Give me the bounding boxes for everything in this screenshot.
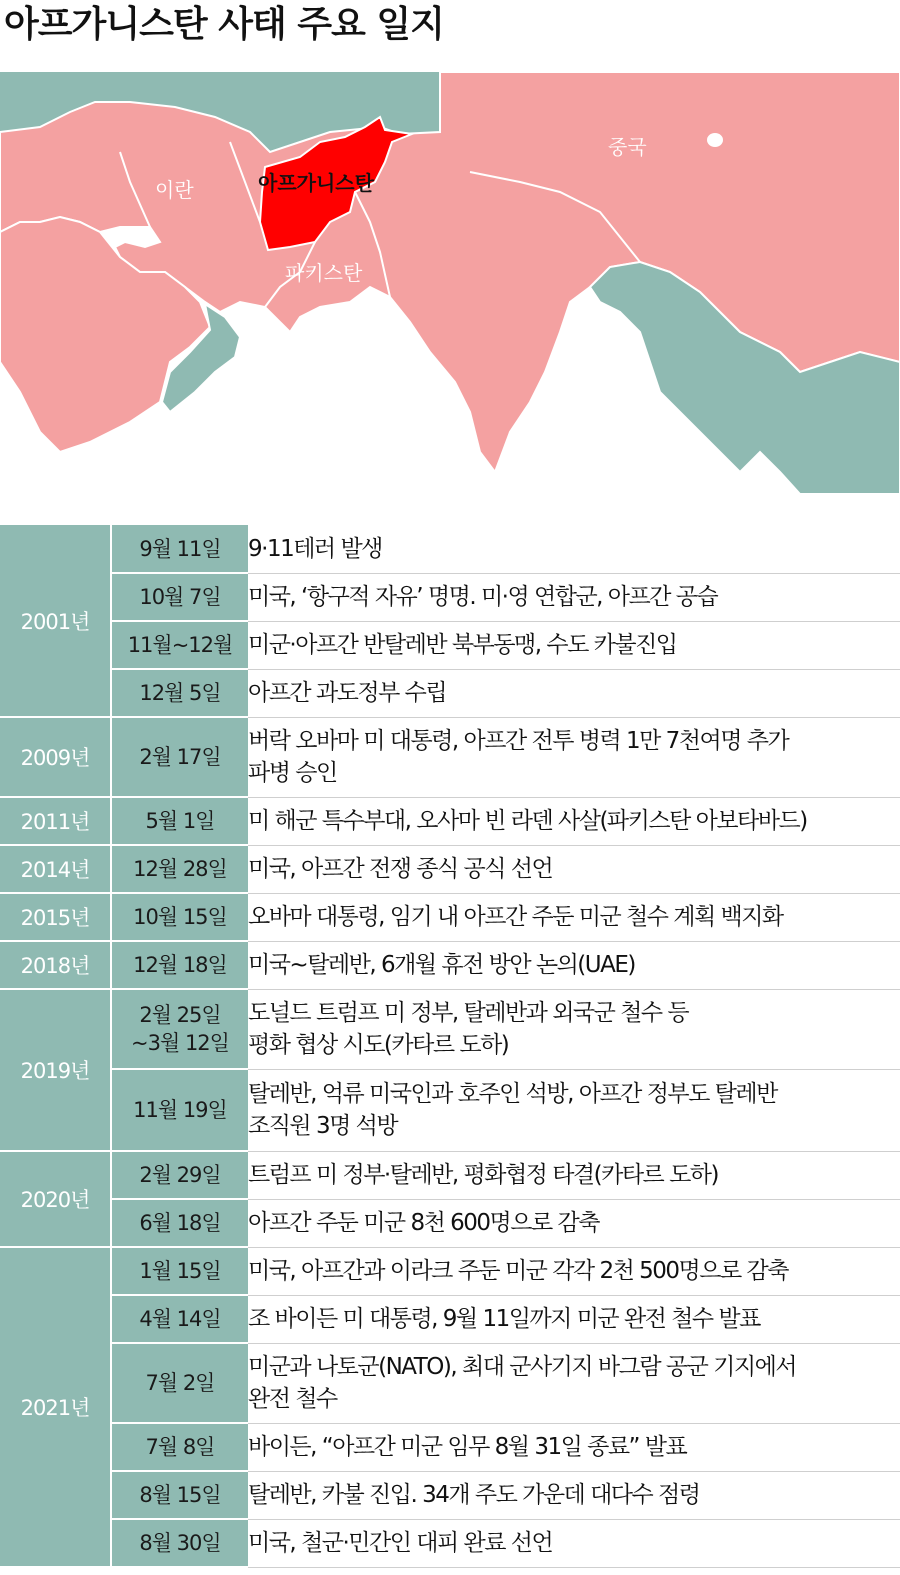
event-cell: 미국, ‘항구적 자유’ 명명. 미·영 연합군, 아프간 공습	[248, 573, 900, 621]
event-line: 조직원 3명 석방	[248, 1113, 398, 1139]
date-cell: 11월 19일	[111, 1069, 248, 1151]
event-cell: 아프간 과도정부 수립	[248, 669, 900, 717]
table-row	[0, 1471, 900, 1519]
date-cell: 8월 15일	[111, 1471, 248, 1519]
date-cell: 6월 18일	[111, 1199, 248, 1247]
year-cell: 2014년	[0, 845, 111, 893]
date-cell: 11월~12월	[111, 621, 248, 669]
table-row	[0, 1343, 900, 1423]
date-cell: 4월 14일	[111, 1295, 248, 1343]
event-cell: 미국, 아프간과 이라크 주둔 미군 각각 2천 500명으로 감축	[248, 1247, 900, 1295]
date-cell: 8월 30일	[111, 1519, 248, 1567]
year-cell: 2001년	[0, 525, 111, 717]
table-row	[0, 845, 900, 893]
event-cell	[248, 1343, 900, 1423]
table-row	[0, 573, 900, 621]
year-cell: 2018년	[0, 941, 111, 989]
date-cell: 12월 28일	[111, 845, 248, 893]
table-row	[0, 1199, 900, 1247]
event-cell: 아프간 주둔 미군 8천 600명으로 감축	[248, 1199, 900, 1247]
event-cell: 9·11테러 발생	[248, 525, 900, 573]
date-cell: 10월 15일	[111, 893, 248, 941]
table-row	[0, 893, 900, 941]
year-cell: 2019년	[0, 989, 111, 1151]
date-cell	[111, 989, 248, 1069]
event-cell: 조 바이든 미 대통령, 9월 11일까지 미군 완전 철수 발표	[248, 1295, 900, 1343]
table-row	[0, 1519, 900, 1567]
event-cell: 탈레반, 카불 진입. 34개 주도 가운데 대다수 점령	[248, 1471, 900, 1519]
table-row	[0, 1069, 900, 1151]
event-line: 미군과 나토군(NATO), 최대 군사기지 바그람 공군 기지에서	[248, 1354, 797, 1380]
event-cell: 미군·아프간 반탈레반 북부동맹, 수도 카불진입	[248, 621, 900, 669]
event-cell: 미국~탈레반, 6개월 휴전 방안 논의(UAE)	[248, 941, 900, 989]
date-cell: 7월 2일	[111, 1343, 248, 1423]
event-cell: 미국, 아프간 전쟁 종식 공식 선언	[248, 845, 900, 893]
event-cell: 미 해군 특수부대, 오사마 빈 라덴 사살(파키스탄 아보타바드)	[248, 797, 900, 845]
date-cell: 10월 7일	[111, 573, 248, 621]
table-row	[0, 797, 900, 845]
date-cell: 1월 15일	[111, 1247, 248, 1295]
event-cell: 트럼프 미 정부·탈레반, 평화협정 타결(카타르 도하)	[248, 1151, 900, 1199]
map-label-afghanistan: 아프가니스탄	[258, 171, 374, 195]
year-cell: 2015년	[0, 893, 111, 941]
event-line: 파병 승인	[248, 760, 337, 786]
event-cell: 바이든, “아프간 미군 임무 8월 31일 종료” 발표	[248, 1423, 900, 1471]
map-label-pakistan: 파키스탄	[285, 261, 363, 285]
table-row	[0, 1295, 900, 1343]
map-label-china: 중국	[608, 135, 647, 159]
event-line: 탈레반, 억류 미국인과 호주인 석방, 아프간 정부도 탈레반	[248, 1081, 777, 1107]
event-cell	[248, 717, 900, 797]
table-row	[0, 941, 900, 989]
date-cell: 2월 17일	[111, 717, 248, 797]
event-cell	[248, 1069, 900, 1151]
region-map	[0, 72, 900, 494]
event-cell: 미국, 철군·민간인 대피 완료 선언	[248, 1519, 900, 1567]
date-cell: 9월 11일	[111, 525, 248, 573]
event-line: 도널드 트럼프 미 정부, 탈레반과 외국군 철수 등	[248, 1000, 689, 1026]
map-label-iran: 이란	[155, 178, 194, 202]
year-cell: 2011년	[0, 797, 111, 845]
table-row	[0, 1247, 900, 1295]
year-cell: 2020년	[0, 1151, 111, 1247]
event-line: 완전 철수	[248, 1386, 337, 1412]
table-row	[0, 1423, 900, 1471]
date-cell: 12월 18일	[111, 941, 248, 989]
table-row	[0, 1151, 900, 1199]
year-cell: 2021년	[0, 1247, 111, 1567]
event-cell	[248, 989, 900, 1069]
date-line: ~3월 12일	[131, 1031, 229, 1055]
date-line: 2월 25일	[139, 1003, 221, 1027]
event-line: 평화 협상 시도(카타르 도하)	[248, 1032, 509, 1058]
event-cell: 오바마 대통령, 임기 내 아프간 주둔 미군 철수 계획 백지화	[248, 893, 900, 941]
table-row	[0, 669, 900, 717]
table-row	[0, 989, 900, 1069]
year-cell: 2009년	[0, 717, 111, 797]
island-shape	[707, 133, 723, 147]
page-title: 아프가니스탄 사태 주요 일지	[4, 4, 444, 45]
table-row	[0, 525, 900, 573]
table-row	[0, 621, 900, 669]
date-cell: 5월 1일	[111, 797, 248, 845]
timeline-table	[0, 525, 900, 1568]
date-cell: 12월 5일	[111, 669, 248, 717]
event-line: 버락 오바마 미 대통령, 아프간 전투 병력 1만 7천여명 추가	[248, 728, 789, 754]
date-cell: 7월 8일	[111, 1423, 248, 1471]
date-cell: 2월 29일	[111, 1151, 248, 1199]
table-row	[0, 717, 900, 797]
